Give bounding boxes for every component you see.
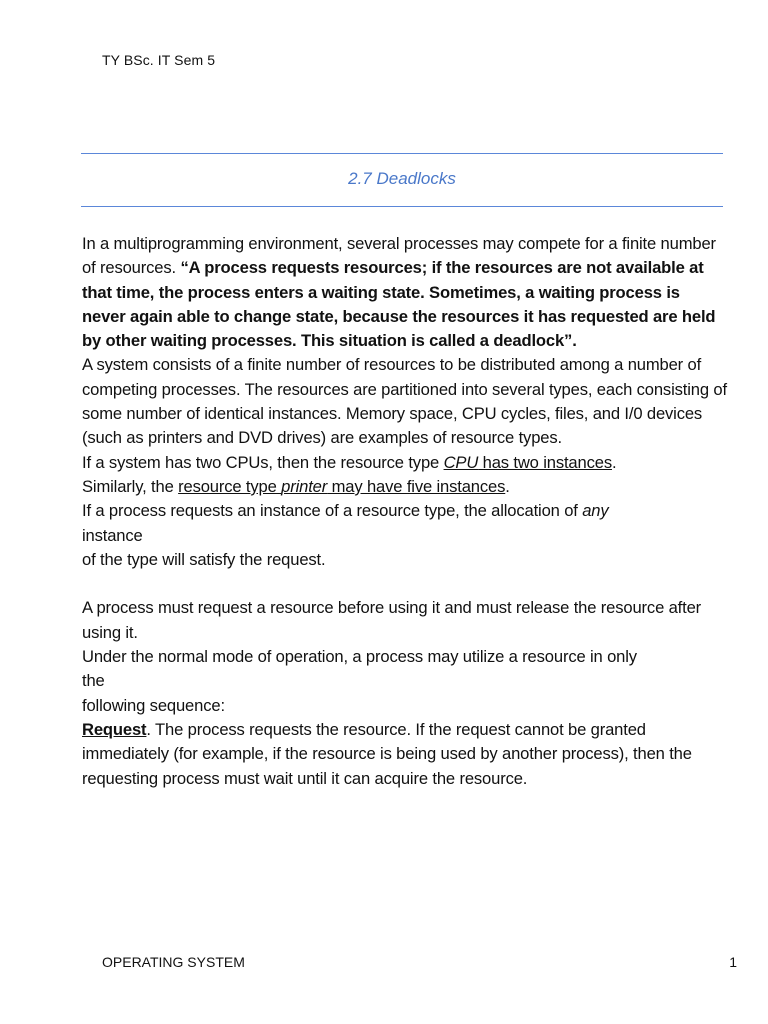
cpu-instances-text: has two instances: [478, 452, 612, 472]
request-term: Request: [82, 719, 147, 739]
intro-text: In a multiprogramming environment, several processes may compete for a finite number of resources.: [82, 234, 716, 278]
allocation-line-2: instance: [82, 525, 143, 545]
printer-example-end: .: [505, 476, 510, 496]
cpu-term: CPU: [443, 452, 479, 472]
allocation-line-3: of the type will satisfy the request.: [82, 549, 326, 569]
paragraph-gap: [82, 572, 727, 596]
header-course: TY BSc. IT Sem 5: [102, 52, 216, 68]
title-rule-bottom: [81, 206, 723, 207]
page-number: 1: [729, 954, 737, 970]
paragraph-allocation: [82, 499, 727, 572]
resource-type-text: resource type: [178, 476, 282, 496]
sequence-line-3: following sequence:: [82, 695, 225, 715]
sequence-line-2: the: [82, 671, 105, 691]
paragraph-resources: A system consists of a finite number of resources to be distributed among a number of competing processes. The resources are partitioned into several types, each consisting of some number of identical instances. Memory space, CPU cycles, files, and I/0 devices (such as printers and DVD drives) are examples of resource types.: [82, 355, 727, 448]
deadlock-definition: “A process requests resources; if the resources are not available at that time, the process enters a waiting state. Sometimes, a waiting process is never again able to change state, because the resources it has requested are held by other waiting processes. This situation is called a deadlock”.: [82, 258, 716, 351]
request-step-text: . The process requests the resource. If the request cannot be granted immediately (for example, if the resource is being used by another process), then the requesting process must wait until it can acquire the resource.: [82, 719, 692, 788]
paragraph-cpu-example: [82, 451, 727, 475]
printer-term: printer: [281, 476, 328, 496]
title-rule-top: [81, 153, 723, 154]
printer-instances-underline: [178, 477, 505, 496]
printer-instances-text: may have five instances: [327, 476, 506, 496]
paragraph-request-step: [82, 718, 727, 791]
footer-subject: OPERATING SYSTEM: [102, 954, 245, 970]
paragraph-request-release: A process must request a resource before using it and must release the resource after using it.: [82, 598, 702, 642]
paragraph-sequence: [82, 645, 727, 718]
cpu-example-text: If a system has two CPUs, then the resource type: [82, 452, 444, 472]
sequence-line-1: Under the normal mode of operation, a process may utilize a resource in only: [82, 647, 637, 667]
paragraph-intro: [82, 232, 727, 353]
cpu-example-end: .: [611, 452, 617, 472]
any-term: any: [582, 501, 609, 521]
section-title: 2.7 Deadlocks: [348, 169, 456, 188]
paragraph-printer-example: [82, 475, 727, 499]
cpu-instances-underline: [444, 453, 612, 472]
document-body: [82, 232, 727, 791]
printer-example-text: Similarly, the: [82, 476, 179, 496]
allocation-text: If a process requests an instance of a resource type, the allocation of: [82, 501, 583, 521]
